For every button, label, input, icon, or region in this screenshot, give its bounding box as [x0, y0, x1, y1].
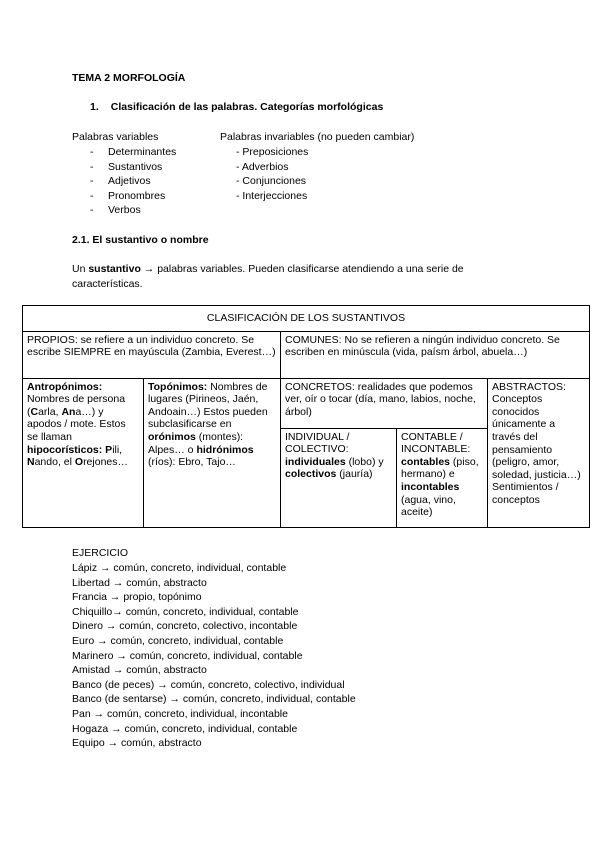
list-item: Equipo → común, abstracto: [72, 737, 202, 750]
antroponimos-cell: Antropónimos: Nombres de persona (Carla, Ana…) y apodos / mote. Estos se llaman hipocorísticos: Pili, Nando, el Orejones…: [23, 378, 144, 527]
document-title: TEMA 2 MORFOLOGÍA: [72, 72, 186, 84]
list-item: Dinero → común, concreto, colectivo, incontable: [72, 620, 298, 633]
individual-colectivo-cell: INDIVIDUAL / COLECTIVO: individuales (lobo) y colectivos (jauría): [281, 428, 397, 527]
section-2-1-heading: 2.1. El sustantivo o nombre: [72, 234, 209, 246]
list-item: Hogaza → común, concreto, individual, contable: [72, 722, 298, 735]
list-item: - Adjetivos: [90, 175, 151, 188]
list-item: - Sustantivos: [90, 160, 163, 173]
sustantivo-term: sustantivo: [88, 263, 141, 275]
list-item: Pan → común, concreto, individual, incontable: [72, 707, 288, 720]
list-item: Euro → común, concreto, individual, contable: [72, 634, 284, 647]
list-item: - Adverbios: [236, 160, 289, 173]
list-item: Banco (de peces) → común, concreto, colectivo, individual: [72, 678, 345, 691]
list-item: Lápiz → común, concreto, individual, contable: [72, 562, 287, 574]
abstractos-cell: ABSTRACTOS: Conceptos conocidos únicamente a través del pensamiento (peligro, amor, soledad, justicia…) Sentimientos / conceptos: [488, 378, 590, 527]
list-item: Francia → propio, topónimo: [72, 591, 202, 604]
list-item: Banco (de sentarse) → común, concreto, individual, contable: [72, 693, 356, 706]
list-item: Marinero → común, concreto, individual, contable: [72, 649, 303, 662]
exercise-list: [72, 561, 356, 751]
list-item: Libertad → común, abstracto: [72, 576, 207, 589]
list-item: - Determinantes: [90, 146, 177, 158]
list-item: - Conjunciones: [236, 175, 307, 188]
invariables-heading: Palabras invariables (no pueden cambiar): [220, 131, 415, 143]
toponimos-cell: Topónimos: Nombres de lugares (Pirineos, Jaén, Andoain…) Estos pueden subclasificarse en orónimos (montes): Alpes… o hidrónimos (ríos): Ebro, Tajo…: [144, 378, 281, 527]
exercise-title: EJERCICIO: [72, 547, 129, 559]
section-1-number: 1.: [90, 101, 99, 113]
list-item: - Verbos: [90, 204, 141, 217]
table-header: CLASIFICACIÓN DE LOS SUSTANTIVOS: [23, 306, 590, 332]
list-item: - Preposiciones: [236, 146, 309, 158]
variables-list: [90, 145, 176, 218]
comunes-cell: COMUNES: No se refieren a ningún individuo concreto. Se escriben en minúscula (vida, paísm árbol, abuela…): [281, 331, 590, 378]
concretos-cell: CONCRETOS: realidades que podemos ver, oír o tocar (día, mano, labios, noche, árbol): [281, 378, 488, 428]
invariables-list: [236, 145, 308, 203]
propios-cell: PROPIOS: se refiere a un individuo concreto. Se escribe SIEMPRE en mayúscula (Zambia, Everest…): [23, 331, 281, 378]
list-item: - Pronombres: [90, 189, 166, 202]
list-item: Chiquillo→ común, concreto, individual, contable: [72, 605, 299, 618]
section-1-title: Clasificación de las palabras. Categorías morfológicas: [110, 101, 384, 113]
intro-paragraph: Un sustantivo → palabras variables. Pueden clasificarse atendiendo a una serie de características.: [72, 263, 464, 290]
variables-heading: Palabras variables: [72, 131, 159, 143]
contable-incontable-cell: CONTABLE / INCONTABLE: contables (piso, hermano) e incontables (agua, vino, aceite): [397, 428, 488, 527]
list-item: - Interjecciones: [236, 189, 308, 202]
section-1-heading: [90, 100, 383, 115]
classification-table: [22, 305, 590, 528]
list-item: Amistad → común, abstracto: [72, 664, 207, 677]
